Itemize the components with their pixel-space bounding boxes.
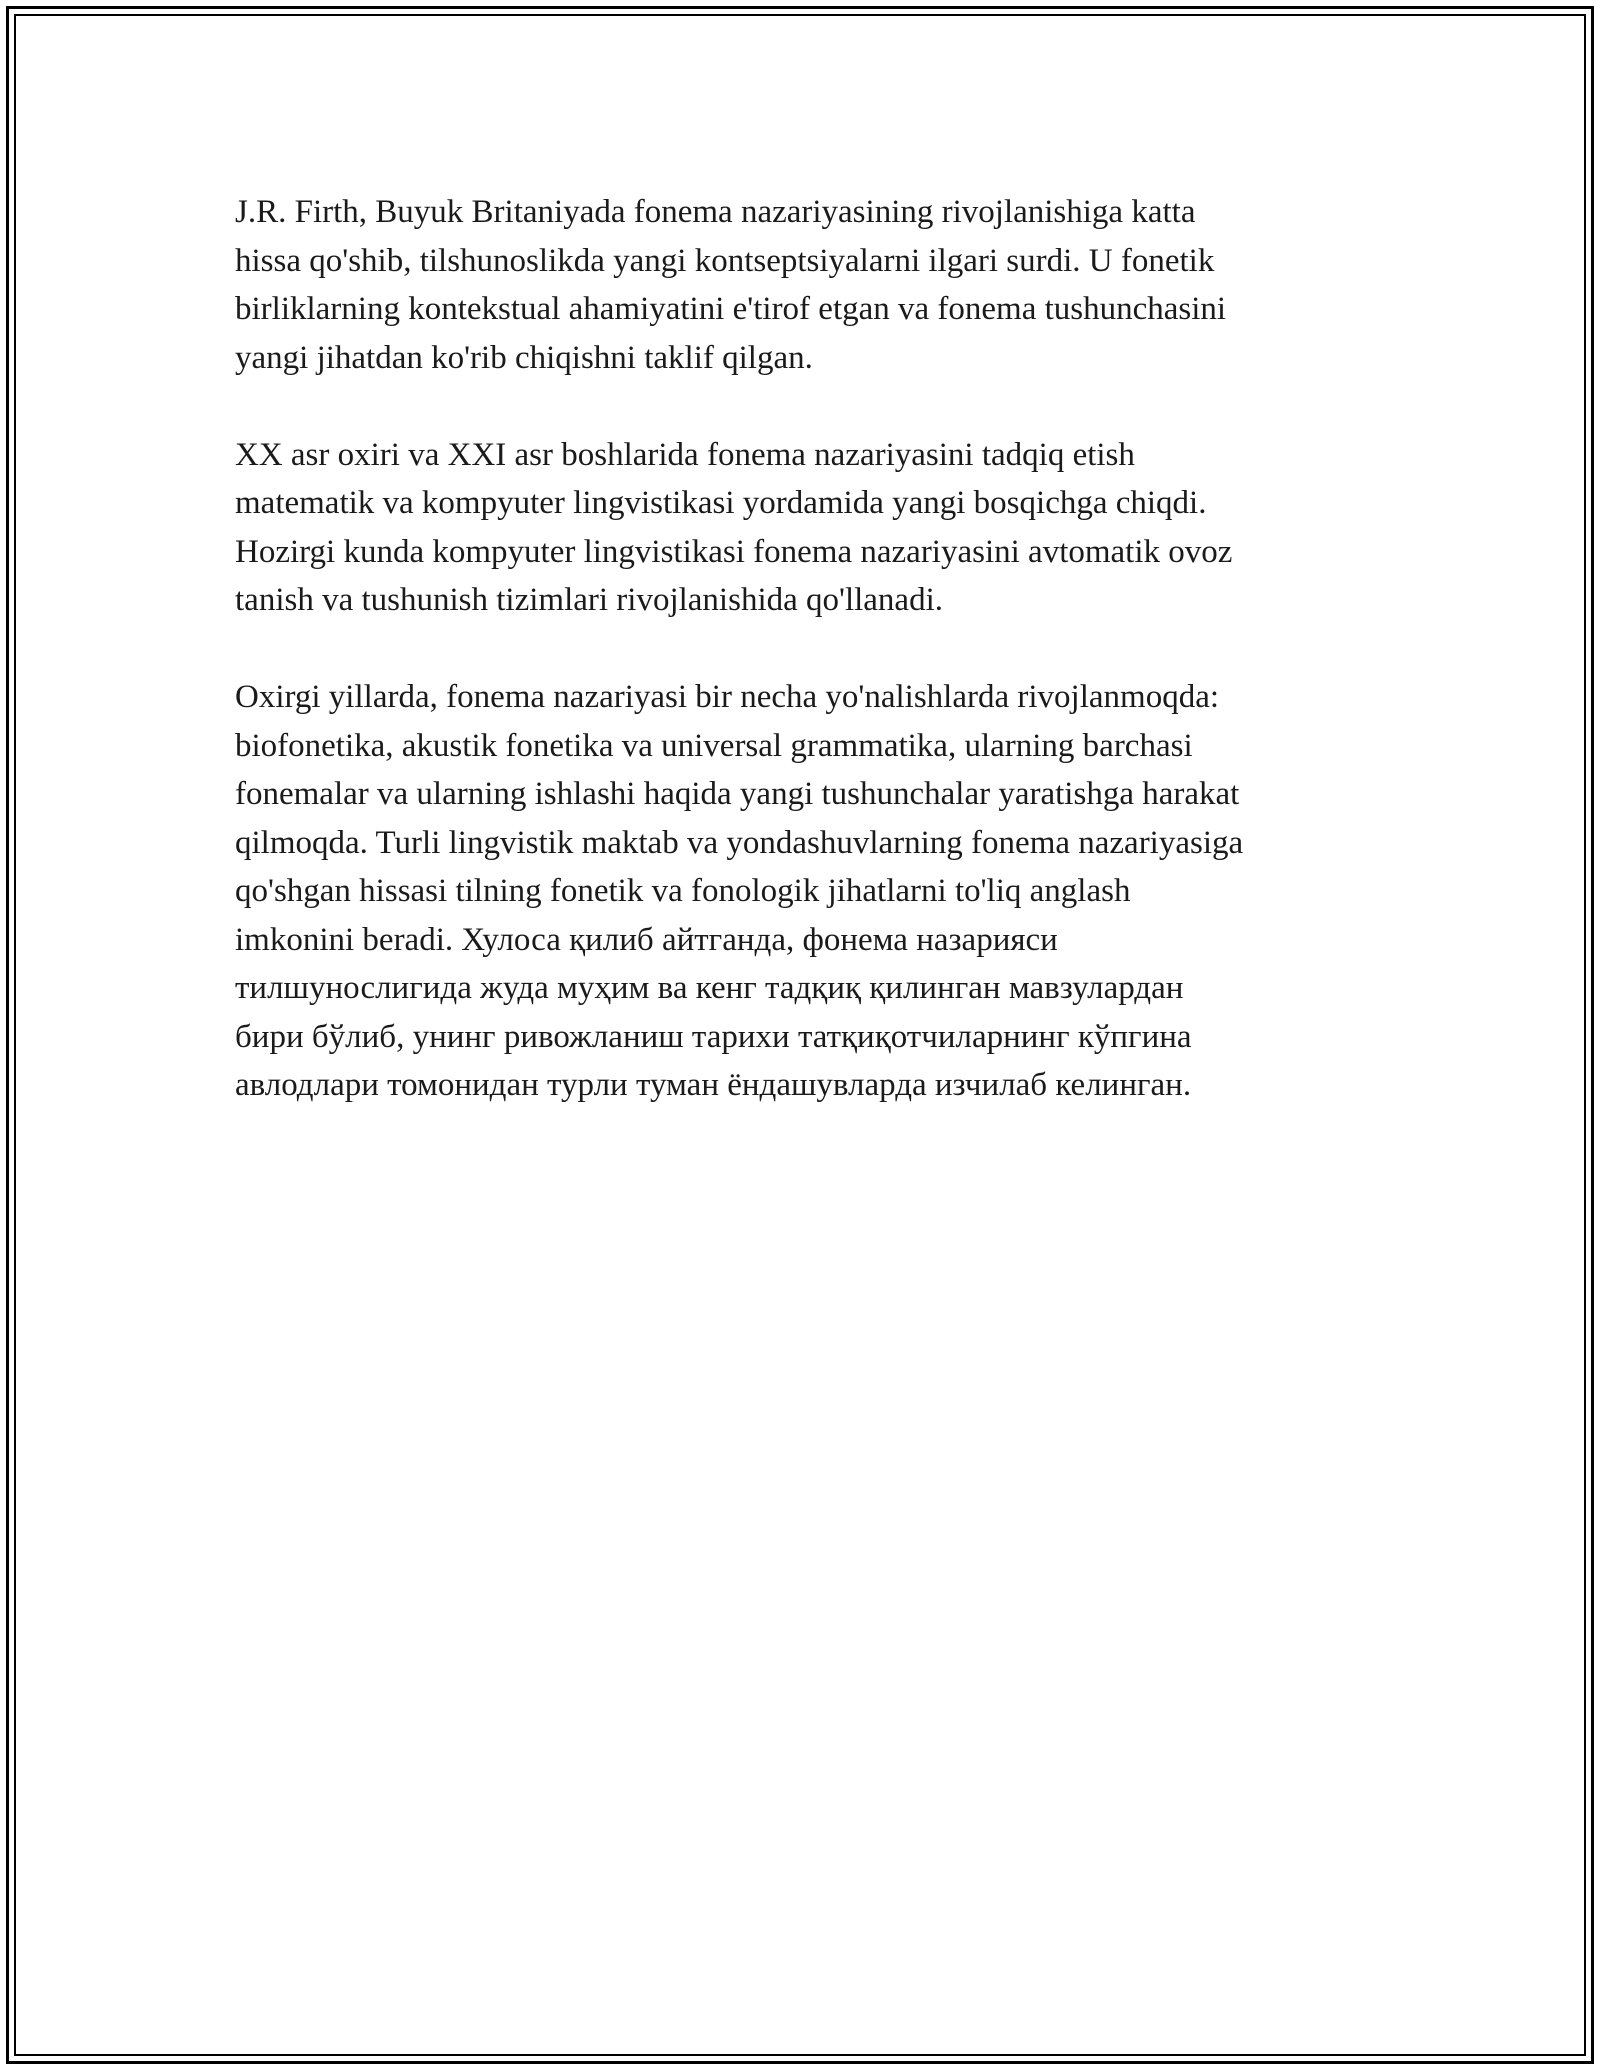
paragraph-computational-linguistics: XX asr oxiri va XXI asr boshlarida fonema nazariyasini tadqiq etish matematik va kompyuter lingvistikasi yordamida yangi bosqichga chiqdi. Hozirgi kunda kompyuter lingvistikasi fonema nazariyasini avtomatik ovoz tanish va tushunish tizimlari rivojlanishida qo'llanadi.	[235, 436, 1233, 618]
paragraph-firth: J.R. Firth, Buyuk Britaniyada fonema nazariyasining rivojlanishiga katta hissa qo'shib, tilshunoslikda yangi kontseptsiyalarni ilgari surdi. U fonetik birliklarning kontekstual ahamiyatini e'tirof etgan va fonema tushunchasini yangi jihatdan ko'rib chiqishni taklif qilgan.	[235, 194, 1227, 376]
document-body	[235, 188, 1375, 1158]
paragraph-recent-directions: Oxirgi yillarda, fonema nazariyasi bir necha yo'nalishlarda rivojlanmoqda: biofonetika, akustik fonetika va universal grammatika, ularning barchasi fonemalar va ularning ishlashi haqida yangi tushunchalar yaratishga harakat qilmoqda. Turli lingvistik maktab va yondashuvlarning fonema nazariyasiga qo'shgan hissasi tilning fonetik va fonologik jihatlarni to'liq anglash imkonini beradi. Хулоса қилиб айтганда, фонема назарияси тилшунослигида жуда муҳим ва кенг тадқиқ қилинган мавзулардан бири бўлиб, унинг ривожланиш тарихи татқиқотчиларнинг кўпгина авлодлари томонидан турли туман ёндашувларда изчилаб келинган.	[235, 679, 1244, 1103]
